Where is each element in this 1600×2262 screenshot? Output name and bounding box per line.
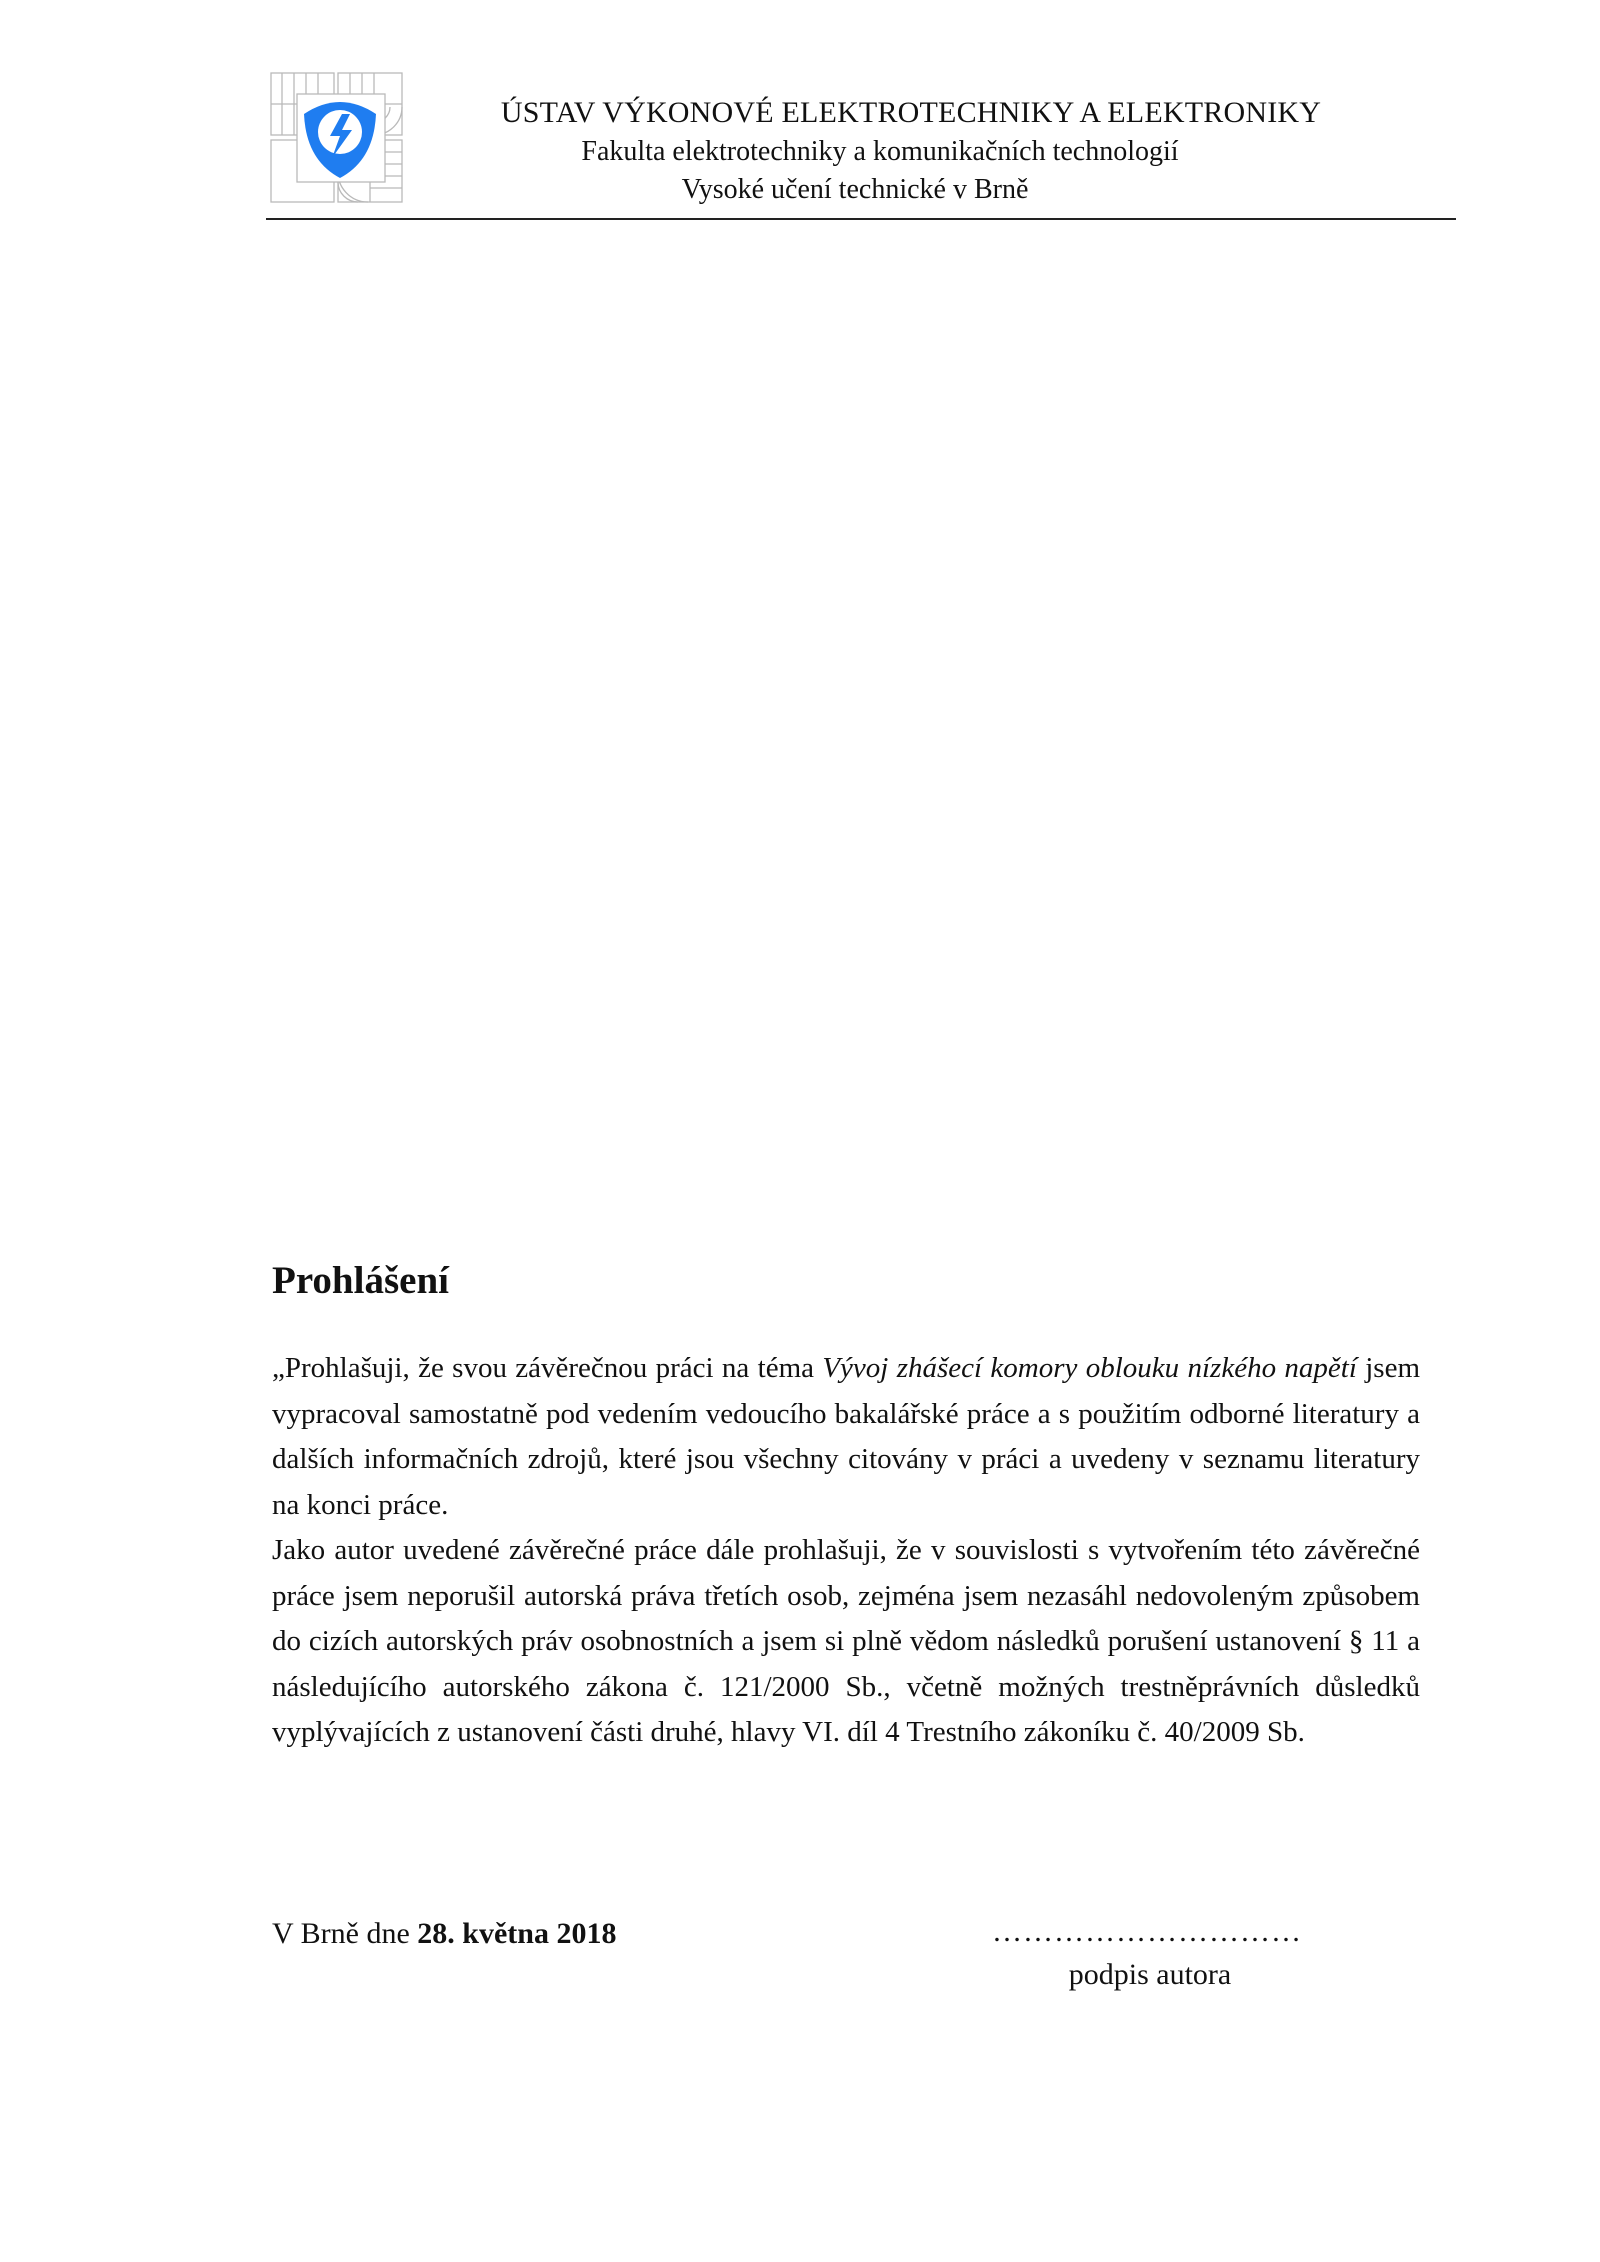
- signature-label: podpis autora: [1068, 1958, 1232, 1991]
- place-prefix: V Brně dne: [272, 1917, 418, 1950]
- declaration-paragraph-1: [272, 1346, 1420, 1528]
- faculty-name: Fakulta elektrotechniky a komunikačních technologií: [581, 136, 1179, 167]
- university-name: Vysoké učení technické v Brně: [681, 174, 1029, 205]
- header-divider: [266, 218, 1456, 220]
- declaration-body: [272, 1346, 1420, 1756]
- place-and-date: [272, 1917, 616, 1951]
- declaration-paragraph-2: Jako autor uvedené závěrečné práce dále prohlašuji, že v souvislosti s vytvořením této závěrečné práce jsem neporušil autorská práva třetích osob, zejména jsem nezasáhl nedovoleným způsobem do cizích autorských práv osobnostních a jsem si plně vědom následků porušení ustanovení § 11 a následujícího autorského zákona č. 121/2000 Sb., včetně možných trestněprávních důsledků vyplývajících z ustanovení části druhé, hlavy VI. díl 4 Trestního zákoníku č. 40/2009 Sb.: [272, 1534, 1420, 1748]
- thesis-topic: Vývoj zhášecí komory oblouku nízkého napětí: [822, 1352, 1357, 1384]
- paragraph-1-start: „Prohlašuji, že svou závěrečnou práci na téma: [272, 1352, 823, 1384]
- signature-date: 28. května 2018: [417, 1917, 617, 1950]
- paragraph-1-end: jsem vypracoval samostatně pod vedením vedoucího bakalářské práce a s použitím odborné literatury a dalších informačních zdrojů, které jsou všechny citovány v práci a uvedeny v seznamu literatury na konci práce.: [272, 1352, 1421, 1521]
- declaration-title: Prohlášení: [272, 1259, 449, 1302]
- institute-name: ÚSTAV VÝKONOVÉ ELEKTROTECHNIKY A ELEKTRONIKY: [500, 96, 1322, 129]
- signature-line: …………………………: [992, 1915, 1302, 1948]
